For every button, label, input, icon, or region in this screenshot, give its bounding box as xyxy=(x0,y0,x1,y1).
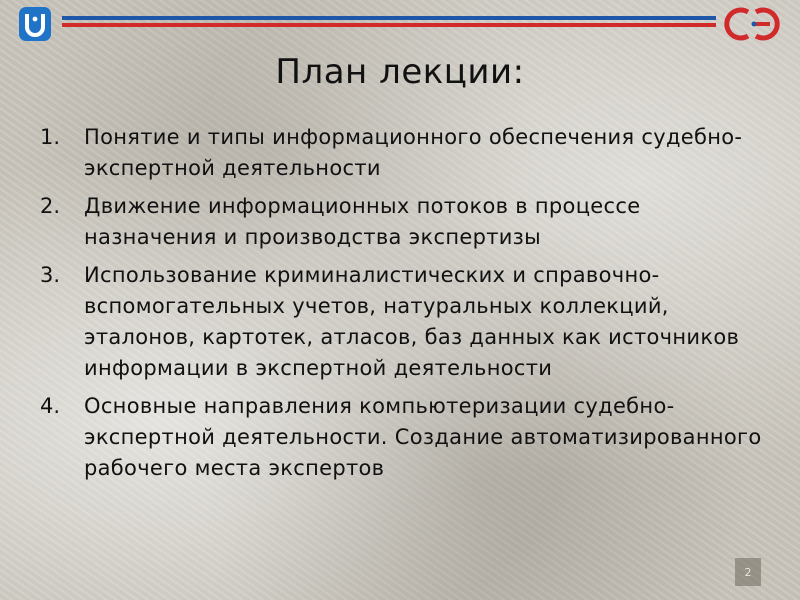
list-item-number: 4. xyxy=(40,394,61,418)
slide-title: План лекции: xyxy=(275,52,525,92)
header-stripe-blue xyxy=(62,16,716,20)
list-item-number: 3. xyxy=(40,263,61,287)
list-item-text: Основные направления компьютеризации судебно-экспертной деятельности. Создание автоматизированного рабочего места экспертов xyxy=(84,394,762,480)
list-item-text: Использование криминалистических и справочно-вспомогательных учетов, натуральных коллекций, эталонов, картотек, атласов, баз данных как источников информации в экспертной деятельности xyxy=(84,263,740,380)
header-stripe-red xyxy=(62,23,716,27)
header-stripes xyxy=(62,16,716,30)
list-item xyxy=(40,122,770,184)
slide-header xyxy=(0,0,800,50)
list-item-text: Движение информационных потоков в процессе назначения и производства экспертизы xyxy=(84,194,641,249)
list-item xyxy=(40,391,770,484)
list-item-text: Понятие и типы информационного обеспечения судебно-экспертной деятельности xyxy=(84,125,743,180)
list-item-number: 1. xyxy=(40,125,61,149)
list-item xyxy=(40,260,770,384)
list-item xyxy=(40,191,770,253)
forensic-center-logo-icon xyxy=(724,4,784,44)
page-number: 2 xyxy=(735,558,761,586)
lecture-plan-list xyxy=(40,122,770,491)
list-item-number: 2. xyxy=(40,194,61,218)
university-logo-icon xyxy=(18,6,52,42)
